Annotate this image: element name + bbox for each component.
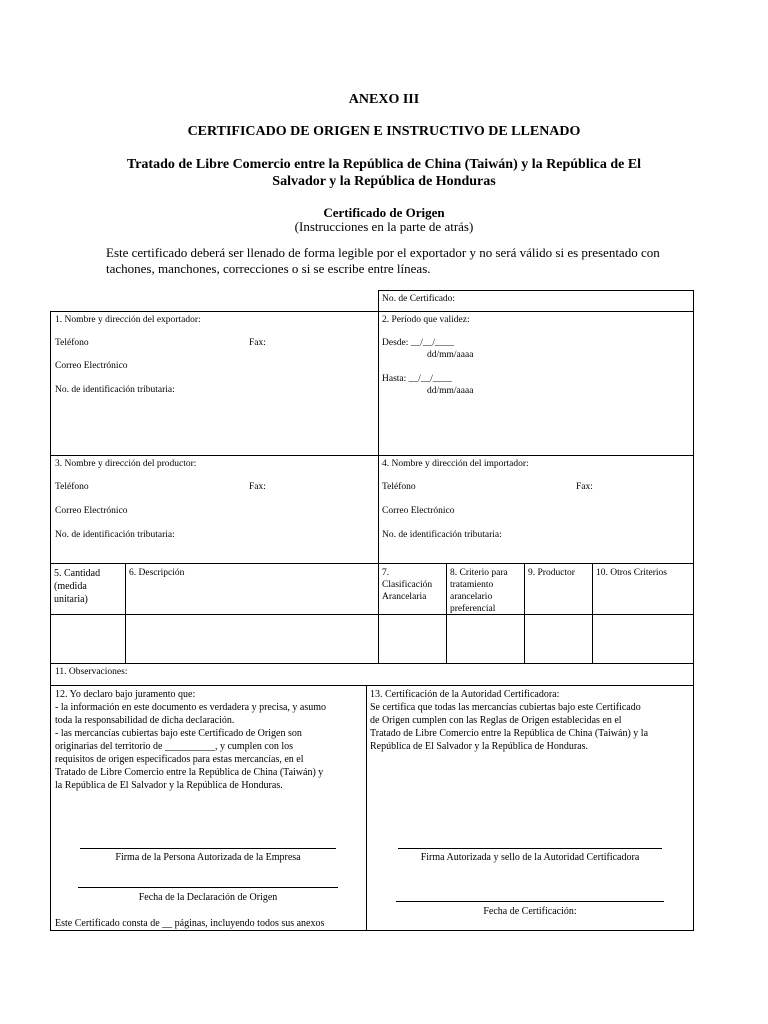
certification-signature-line xyxy=(398,848,662,849)
exporter-email-label: Correo Electrónico xyxy=(55,361,128,371)
instructions-note: (Instrucciones en la parte de atrás) xyxy=(294,219,474,234)
certificate-title: Certificado de Origen xyxy=(323,205,445,220)
column-producer-header: 9. Productor xyxy=(528,568,575,578)
certification-date-label: Fecha de Certificación: xyxy=(483,906,577,917)
declaration-signature-line xyxy=(80,848,336,849)
intro-line-2: tachones, manchones, correcciones o si se escribe entre líneas. xyxy=(106,261,431,276)
declaration-date-label: Fecha de la Declaración de Origen xyxy=(138,892,278,903)
validity-from: Desde: __/__/____ xyxy=(382,338,455,348)
page-count-statement: Este Certificado consta de __ páginas, incluyendo todos sus anexos xyxy=(55,918,325,929)
validity-to-format: dd/mm/aaaa xyxy=(427,386,474,396)
exporter-phone-label: Teléfono xyxy=(55,338,89,348)
validity-to: Hasta: __/__/____ xyxy=(382,374,452,384)
certification-text: 13. Certificación de la Autoridad Certificadora: Se certifica que todas las mercancías cubiertas bajo este Certificado de Origen cumplen con las Reglas de Origen establecidas en el Tratado de Libre Comercio entre la República de China (Taiwán) y la República de El Salvador y la República de Honduras. xyxy=(370,689,649,752)
annex-title: ANEXO III xyxy=(348,92,420,107)
exporter-tax-id-label: No. de identificación tributaria: xyxy=(55,385,175,395)
producer-phone-label: Teléfono xyxy=(55,482,89,492)
certification-signature-label: Firma Autorizada y sello de la Autoridad Certificadora xyxy=(420,852,640,863)
declaration-text: 12. Yo declaro bajo juramento que: - la información en este documento es verdadera y precisa, y asumo toda la responsabilidad de dicha declaración. - las mercancías cubiertas bajo este Certificado de Origen son originarias del territorio de __________, y cumplen con los requisitos de origen especificados para estas mercancías, en el Tratado de Libre Comercio entre la República de China (Taiwán) y la República de El Salvador y la República de Honduras. xyxy=(55,689,327,791)
producer-email-label: Correo Electrónico xyxy=(55,506,128,516)
certificate-number-label: No. de Certificado: xyxy=(382,294,456,304)
importer-tax-id-label: No. de identificación tributaria: xyxy=(382,530,502,540)
validity-title: 2. Período que validez: xyxy=(382,315,470,325)
importer-title: 4. Nombre y dirección del importador: xyxy=(382,459,529,469)
declaration-signature-label: Firma de la Persona Autorizada de la Empresa xyxy=(115,852,301,863)
column-other-criteria-header: 10. Otros Criterios xyxy=(596,568,667,578)
producer-fax-label: Fax: xyxy=(249,482,266,492)
importer-phone-label: Teléfono xyxy=(382,482,416,492)
observations-label: 11. Observaciones: xyxy=(55,667,128,677)
importer-fax-label: Fax: xyxy=(576,482,593,492)
exporter-title: 1. Nombre y dirección del exportador: xyxy=(55,315,201,325)
column-quantity-header: 5. Cantidad (medida unitaria) xyxy=(54,568,101,605)
producer-tax-id-label: No. de identificación tributaria: xyxy=(55,530,175,540)
intro-line-1: Este certificado deberá ser llenado de forma legible por el exportador y no será válido si es presentado con xyxy=(106,245,660,260)
treaty-title-line-2: Salvador y la República de Honduras xyxy=(272,174,496,189)
document-title: CERTIFICADO DE ORIGEN E INSTRUCTIVO DE LLENADO xyxy=(187,124,581,139)
column-preference-criterion-header: 8. Criterio para tratamiento arancelario preferencial xyxy=(450,568,508,614)
treaty-title-line-1: Tratado de Libre Comercio entre la República de China (Taiwán) y la República de El xyxy=(126,157,642,172)
producer-title: 3. Nombre y dirección del productor: xyxy=(55,459,197,469)
importer-email-label: Correo Electrónico xyxy=(382,506,455,516)
column-description-header: 6. Descripción xyxy=(129,568,185,578)
column-tariff-classification-header: 7. Clasificación Arancelaria xyxy=(382,568,433,602)
certification-date-line xyxy=(396,901,664,902)
declaration-date-line xyxy=(78,887,338,888)
validity-from-format: dd/mm/aaaa xyxy=(427,350,474,360)
exporter-fax-label: Fax: xyxy=(249,338,266,348)
